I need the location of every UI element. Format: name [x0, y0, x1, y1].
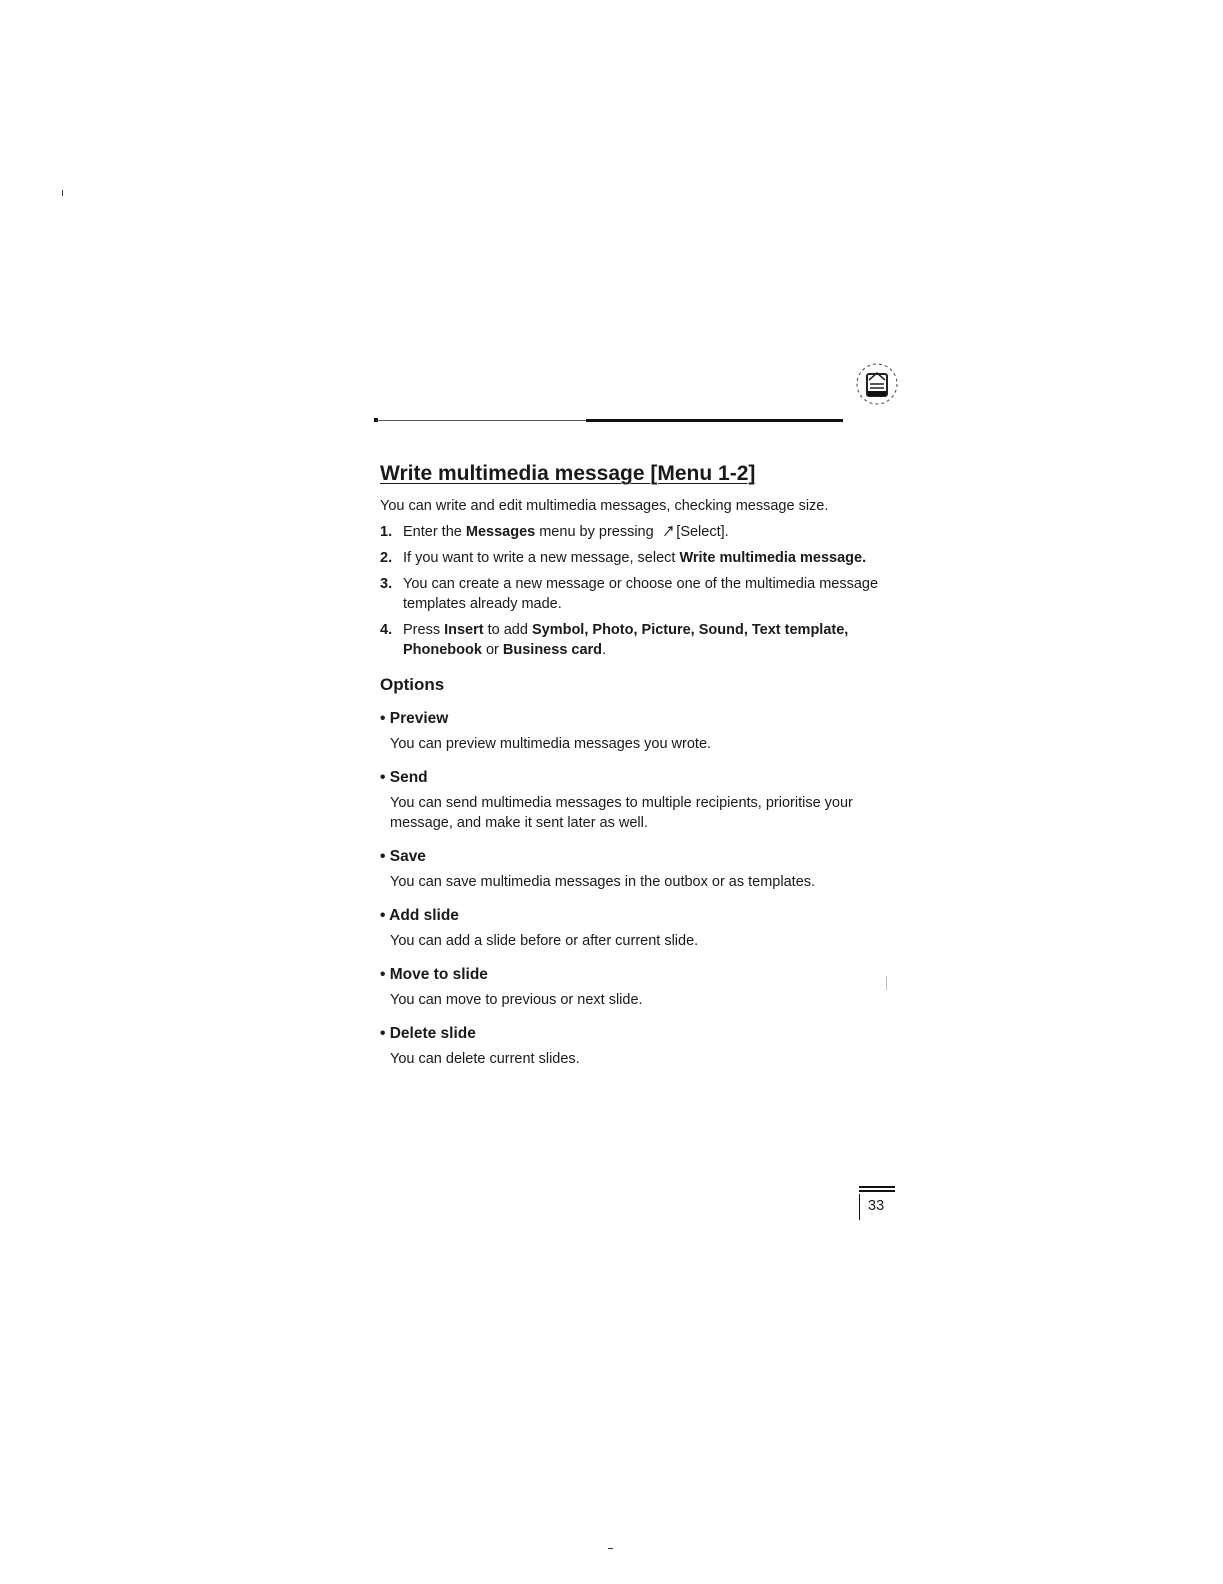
header-rule [376, 420, 843, 422]
intro-text: You can write and edit multimedia messages, checking message size. [380, 498, 829, 514]
options-list [380, 709, 880, 1069]
page-number-block [859, 1186, 899, 1222]
step-number: 1. [380, 524, 393, 540]
step-emphasis: Insert [444, 622, 484, 638]
step-number: 3. [380, 576, 393, 592]
options-heading: Options [380, 675, 445, 694]
scan-speck [886, 976, 887, 990]
scan-speck [608, 1548, 613, 1549]
step-text: Press [403, 622, 445, 638]
steps-list [380, 522, 880, 660]
option-item [380, 847, 880, 892]
step-emphasis: Messages [465, 524, 536, 540]
step-number: 4. [380, 622, 393, 638]
step-text: You can create a new message or choose one of the multimedia message templates already made. [403, 576, 879, 612]
step-item [380, 620, 880, 660]
option-item [380, 1024, 880, 1069]
option-item [380, 768, 880, 833]
step-item [380, 548, 880, 568]
option-title: • Preview [380, 710, 449, 727]
step-number: 2. [380, 550, 393, 566]
step-text: or [481, 642, 503, 658]
main-content [380, 462, 880, 1083]
step-text: Enter the [403, 524, 466, 540]
page-tab-bars [859, 1186, 895, 1192]
option-description: You can delete current slides. [390, 1051, 580, 1067]
messages-section-icon [851, 360, 903, 412]
page-number: 33 [868, 1198, 885, 1214]
scan-speck [62, 190, 63, 196]
option-description: You can save multimedia messages in the outbox or as templates. [390, 874, 816, 890]
step-emphasis: Symbol, Photo, Picture, Sound, Text template, Phonebook [403, 622, 849, 658]
step-item [380, 574, 880, 614]
option-title: • Add slide [380, 907, 459, 924]
option-title: • Send [380, 769, 428, 786]
step-text: to add [483, 622, 532, 638]
option-title: • Save [380, 848, 426, 865]
option-description: You can move to previous or next slide. [390, 992, 643, 1008]
step-emphasis: Write multimedia message. [679, 550, 867, 566]
step-text: [Select]. [676, 524, 729, 540]
option-item [380, 965, 880, 1010]
step-text: If you want to write a new message, select [403, 550, 680, 566]
option-title: • Delete slide [380, 1025, 476, 1042]
step-emphasis: Business card [502, 642, 603, 658]
option-title: • Move to slide [380, 966, 488, 983]
option-description: You can send multimedia messages to multiple recipients, prioritise your message, and make it sent later as well. [390, 795, 853, 831]
step-item [380, 522, 880, 542]
option-description: You can add a slide before or after current slide. [390, 933, 699, 949]
select-key-icon: ↗ [658, 521, 675, 542]
option-item [380, 906, 880, 951]
step-text: . [602, 642, 607, 658]
option-item [380, 709, 880, 754]
step-text: menu by pressing [535, 524, 658, 540]
option-description: You can preview multimedia messages you wrote. [390, 736, 712, 752]
page-title: Write multimedia message [Menu 1-2] [380, 462, 756, 485]
